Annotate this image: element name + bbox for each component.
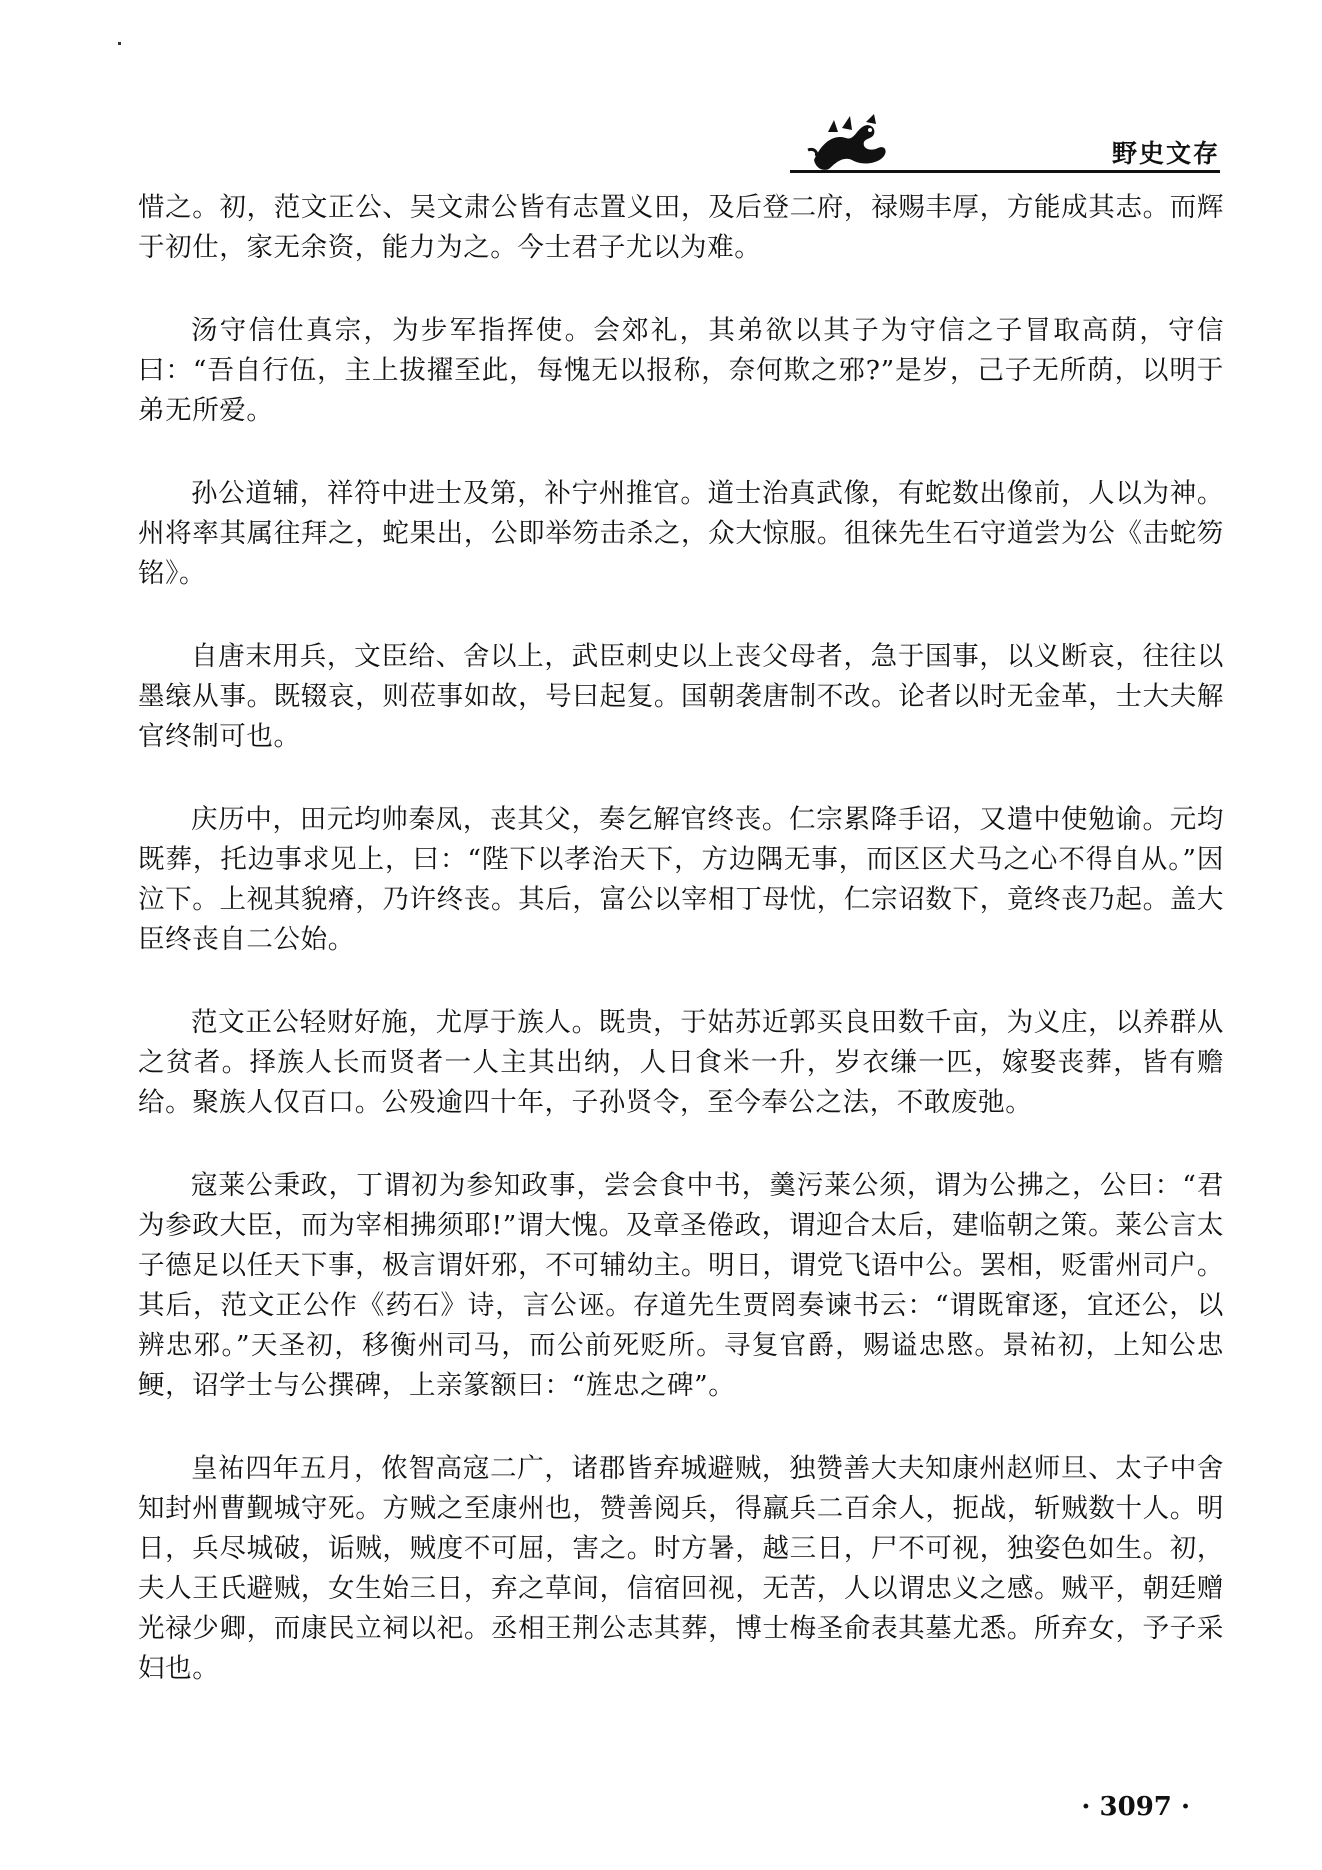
- paragraph: 自唐末用兵，文臣给、舍以上，武臣刺史以上丧父母者，急于国事，以义断哀，往往以墨缞从事。既辍哀，则莅事如故，号曰起复。国朝袭唐制不改。论者以时无金革，士大夫解官终制可也。: [138, 641, 1224, 752]
- header-rule: [790, 170, 1220, 173]
- page-number: · 3097 ·: [1081, 1792, 1190, 1822]
- series-title: 野史文存: [1111, 139, 1220, 168]
- running-header: [790, 112, 1220, 180]
- paragraph: 孙公道辅，祥符中进士及第，补宁州推官。道士治真武像，有蛇数出像前，人以为神。州将率其属往拜之，蛇果出，公即举笏击杀之，众大惊服。徂徕先生石守道尝为公《击蛇笏铭》。: [138, 478, 1224, 589]
- paragraph: 范文正公轻财好施，尤厚于族人。既贵，于姑苏近郭买良田数千亩，为义庄，以养群从之贫者。择族人长而贤者一人主其出纳，人日食米一升，岁衣缣一匹，嫁娶丧葬，皆有赡给。聚族人仅百口。公殁逾四十年，子孙贤令，至今奉公之法，不敢废弛。: [138, 1007, 1224, 1118]
- paragraph: 皇祐四年五月，侬智高寇二广，诸郡皆弃城避贼，独赞善大夫知康州赵师旦、太子中舍知封州曹觐城守死。方贼之至康州也，赞善阅兵，得羸兵二百余人，扼战，斩贼数十人。明日，兵尽城破，诟贼，贼度不可屈，害之。时方暑，越三日，尸不可视，独姿色如生。初，夫人王氏避贼，女生始三日，弃之草间，信宿回视，无苦，人以谓忠义之感。贼平，朝廷赠光禄少卿，而康民立祠以祀。丞相王荆公志其葬，博士梅圣俞表其墓尤悉。所弃女，予子采妇也。: [138, 1453, 1224, 1684]
- scan-speck: [118, 42, 121, 45]
- paragraph: 汤守信仕真宗，为步军指挥使。会郊礼，其弟欲以其子为守信之子冒取高荫，守信曰：“吾自行伍，主上拔擢至此，每愧无以报称，奈何欺之邪?”是岁，己子无所荫，以明于弟无所爱。: [138, 315, 1224, 426]
- paragraph: 庆历中，田元均帅秦凤，丧其父，奏乞解官终丧。仁宗累降手诏，又遣中使勉谕。元均既葬，托边事求见上，曰：“陛下以孝治天下，方边隅无事，而区区犬马之心不得自从。”因泣下。上视其貌瘠，乃许终丧。其后，富公以宰相丁母忧，仁宗诏数下，竟终丧乃起。盖大臣终丧自二公始。: [138, 804, 1224, 955]
- paragraph: 寇莱公秉政，丁谓初为参知政事，尝会食中书，羹污莱公须，谓为公拂之，公曰：“君为参政大臣，而为宰相拂须耶!”谓大愧。及章圣倦政，谓迎合太后，建临朝之策。莱公言太子德足以任天下事，极言谓奸邪，不可辅幼主。明日，谓党飞语中公。罢相，贬雷州司户。其后，范文正公作《药石》诗，言公诬。存道先生贾罔奏谏书云：“谓既窜逐，宜还公，以辨忠邪。”天圣初，移衡州司马，而公前死贬所。寻复官爵，赐谥忠愍。景祐初，上知公忠鲠，诏学士与公撰碑，上亲篆额曰：“旌忠之碑”。: [138, 1170, 1224, 1401]
- paragraph: 惜之。初，范文正公、吴文肃公皆有志置义田，及后登二府，禄赐丰厚，方能成其志。而辉于初仕，家无余资，能力为之。今士君子尤以为难。: [138, 192, 1224, 263]
- dragon-emblem-icon: [804, 112, 894, 174]
- body-text: [138, 188, 1224, 1732]
